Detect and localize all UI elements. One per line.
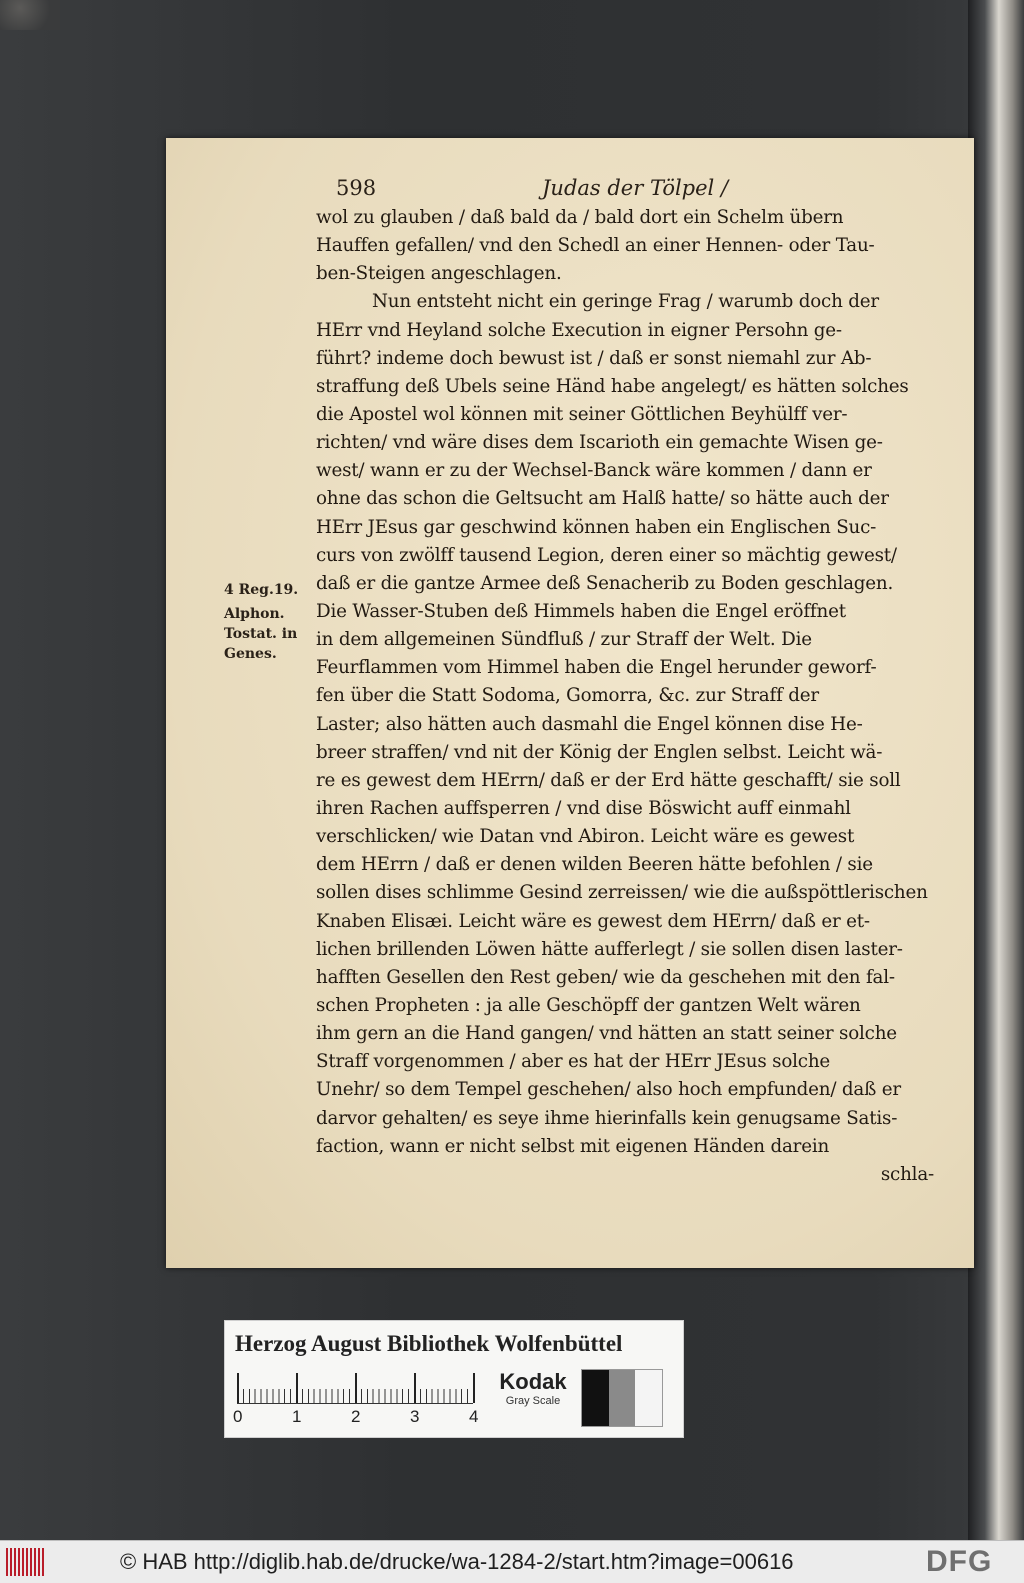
text-line: west/ wann er zu der Wechsel-Banck wäre kommen / dann er bbox=[316, 460, 872, 482]
ruler-label: 4 bbox=[469, 1407, 479, 1426]
page-number: 598 bbox=[336, 176, 377, 200]
text-line: ihren Rachen auffsperren / vnd dise Böswicht auff einmahl bbox=[316, 797, 851, 819]
text-line: breer straffen/ vnd nit der König der Englen selbst. Leicht wä- bbox=[316, 741, 883, 763]
text-line: HErr JEsus gar geschwind können haben ein Englischen Suc- bbox=[316, 516, 877, 538]
text-line: Hauffen gefallen/ vnd den Schedl an einer Hennen- oder Tau- bbox=[316, 235, 875, 257]
text-line: in dem allgemeinen Sündfluß / zur Straff der Welt. Die bbox=[316, 629, 812, 651]
ruler-label: 1 bbox=[292, 1407, 302, 1426]
text-line: Laster; also hätten auch dasmahl die Engel können dise He- bbox=[316, 713, 863, 735]
copyright-link[interactable]: © HAB http://diglib.hab.de/drucke/wa-1284-2/start.htm?image=00616 bbox=[120, 1549, 794, 1574]
text-line: lichen brillenden Löwen hätte aufferlegt / sie sollen disen laster- bbox=[316, 938, 903, 960]
text-line: faction, wann er nicht selbst mit eigenen Händen darein bbox=[316, 1135, 830, 1157]
gray-patch bbox=[582, 1370, 609, 1426]
running-head bbox=[336, 176, 936, 206]
text-line: Feurflammen vom Himmel haben die Engel herunder geworf- bbox=[316, 657, 877, 679]
gray-scale-label: Gray Scale bbox=[505, 1395, 561, 1407]
text-line: führt? indeme doch bewust ist / daß er sonst niemahl zur Ab- bbox=[316, 347, 872, 369]
text-line: schla- bbox=[880, 1163, 934, 1185]
text-line: straffung deß Ubels seine Händ habe angelegt/ es hätten solches bbox=[316, 375, 909, 397]
corner-clip bbox=[0, 0, 60, 30]
text-line: Straff vorgenommen / aber es hat der HErr JEsus solche bbox=[316, 1051, 831, 1073]
ruler-major-tick bbox=[414, 1373, 416, 1403]
margin-note: Genes. bbox=[224, 646, 277, 662]
hab-barcode-icon bbox=[6, 1548, 44, 1576]
ruler-major-tick bbox=[296, 1373, 298, 1403]
ruler-major-tick bbox=[473, 1373, 475, 1403]
text-line: ohne das schon die Geltsucht am Halß hatte/ so hätte auch der bbox=[316, 488, 889, 510]
centimeter-ruler bbox=[237, 1373, 473, 1404]
gray-patch bbox=[609, 1370, 636, 1426]
ruler-labels bbox=[231, 1407, 491, 1429]
kodak-brand: Kodak bbox=[499, 1369, 567, 1394]
ruler-major-tick bbox=[237, 1373, 239, 1403]
text-line: hafften Gesellen den Rest geben/ wie da geschehen mit den fal- bbox=[316, 966, 895, 988]
ruler-major-tick bbox=[355, 1373, 357, 1403]
text-line: daß er die gantze Armee deß Senacherib zu Boden geschlagen. bbox=[316, 572, 894, 594]
footer-bar bbox=[0, 1540, 1024, 1583]
library-name: Herzog August Bibliothek Wolfenbüttel bbox=[235, 1331, 623, 1356]
gray-scale-patches bbox=[581, 1369, 663, 1427]
text-line: wol zu glauben / daß bald da / bald dort ein Schelm übern bbox=[316, 207, 844, 228]
text-line: schen Propheten : ja alle Geschöpff der gantzen Welt wären bbox=[316, 994, 861, 1016]
margin-note: Alphon. bbox=[224, 606, 285, 622]
ruler-label: 0 bbox=[233, 1407, 243, 1426]
text-line: die Apostel wol können mit seiner Göttlichen Beyhülff ver- bbox=[316, 403, 848, 425]
text-line: curs von zwölff tausend Legion, deren einer so mächtig gewest/ bbox=[316, 544, 897, 566]
text-line: Unehr/ so dem Tempel geschehen/ also hoch empfunden/ daß er bbox=[316, 1079, 901, 1101]
color-scale-card bbox=[224, 1320, 684, 1438]
text-line: fen über die Statt Sodoma, Gomorra, &c. zur Straff der bbox=[316, 685, 819, 707]
text-line: darvor gehalten/ es seye ihme hierinfalls kein genugsame Satis- bbox=[316, 1107, 898, 1129]
margin-notes bbox=[224, 580, 316, 664]
book-spine-edge bbox=[968, 0, 1024, 1540]
dfg-logo: DFG bbox=[926, 1545, 993, 1578]
ruler-label: 2 bbox=[351, 1407, 361, 1426]
ruler-label: 3 bbox=[410, 1407, 420, 1426]
text-line: Die Wasser-Stuben deß Himmels haben die Engel eröffnet bbox=[316, 600, 846, 622]
margin-note: 4 Reg.19. bbox=[224, 582, 299, 598]
text-line: dem HErrn / daß er denen wilden Beeren hätte befohlen / sie bbox=[316, 854, 873, 876]
body-text bbox=[316, 204, 940, 1189]
text-line: richten/ vnd wäre dises dem Iscarioth ein gemachte Wisen ge- bbox=[316, 432, 883, 454]
text-line: Knaben Elisæi. Leicht wäre es gewest dem HErrn/ daß er et- bbox=[316, 910, 870, 932]
text-line: HErr vnd Heyland solche Execution in eigner Persohn ge- bbox=[316, 319, 842, 341]
running-title: Judas der Tölpel / bbox=[542, 176, 729, 200]
text-line: sollen dises schlimme Gesind zerreissen/ wie die außspöttlerischen bbox=[316, 882, 928, 904]
text-line: Nun entsteht nicht ein geringe Frag / warumb doch der bbox=[372, 291, 879, 313]
margin-note: Tostat. in bbox=[224, 626, 298, 642]
text-line: ihm gern an die Hand gangen/ vnd hätten an statt seiner solche bbox=[316, 1023, 897, 1045]
text-line: ben-Steigen angeschlagen. bbox=[316, 263, 562, 285]
text-line: re es gewest dem HErrn/ daß er der Erd hätte geschafft/ sie soll bbox=[316, 769, 901, 791]
gray-patch bbox=[635, 1370, 662, 1426]
text-line: verschlicken/ wie Datan vnd Abiron. Leicht wäre es gewest bbox=[316, 826, 855, 848]
